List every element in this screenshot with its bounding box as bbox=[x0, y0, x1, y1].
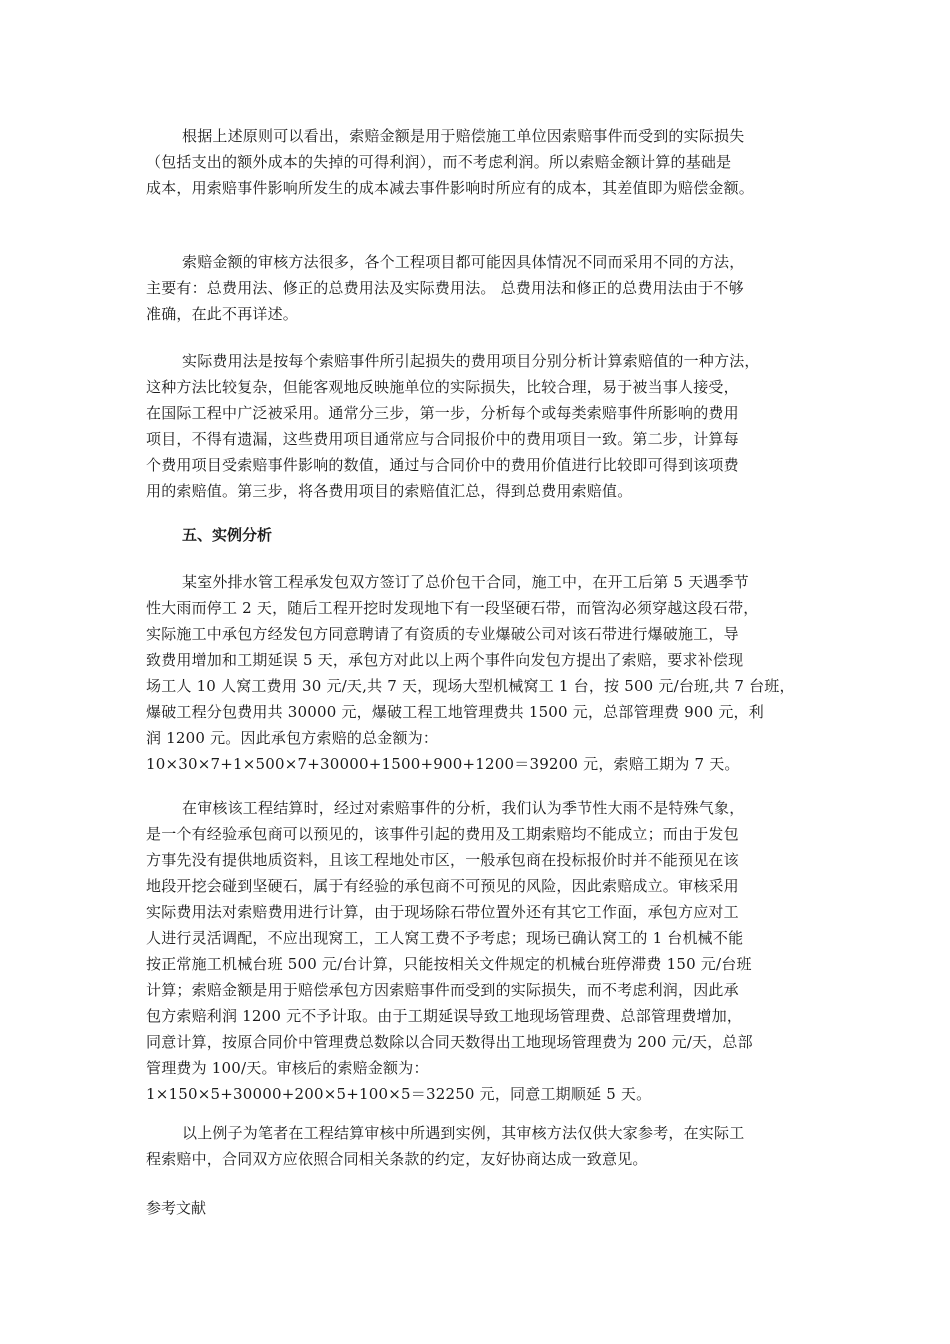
text-line: 某室外排水管工程承发包双方签订了总价包干合同，施工中，在开工后第 5 天遇季节 bbox=[182, 573, 749, 591]
text-line: 润 1200 元。因此承包方索赔的总金额为： bbox=[146, 729, 439, 747]
text-line: 管理费为 100/天。审核后的索赔金额为： bbox=[146, 1059, 429, 1077]
paragraph-case-description bbox=[146, 569, 816, 777]
text-line: 按正常施工机械台班 500 元/台计算，只能按相关文件规定的机械台班停滞费 150 元/台班 bbox=[146, 955, 752, 973]
text-line: 项目，不得有遗漏，这些费用项目通常应与合同报价中的费用项目一致。第二步，计算每 bbox=[146, 430, 739, 448]
text-line: 人进行灵活调配，不应出现窝工，工人窝工费不予考虑；现场已确认窝工的 1 台机械不能 bbox=[146, 929, 744, 947]
text-line: 准确，在此不再详述。 bbox=[146, 305, 299, 323]
text-line: 用的索赔值。第三步，将各费用项目的索赔值汇总，得到总费用索赔值。 bbox=[146, 482, 633, 500]
text-line: 致费用增加和工期延误 5 天，承包方对此以上两个事件向发包方提出了索赔，要求补偿现 bbox=[146, 651, 744, 669]
text-line: 地段开挖会碰到坚硬石，属于有经验的承包商不可预见的风险，因此索赔成立。审核采用 bbox=[146, 877, 739, 895]
text-line: 1×150×5+30000+200×5+100×5＝32250 元，同意工期顺延 5 天。 bbox=[146, 1085, 652, 1103]
text-line: 成本，用索赔事件影响所发生的成本减去事件影响时所应有的成本，其差值即为赔偿金额。 bbox=[146, 179, 755, 197]
text-line: （包括支出的额外成本的失掉的可得利润），而不考虑利润。所以索赔金额计算的基础是 bbox=[146, 153, 732, 171]
text-line: 方事先没有提供地质资料，且该工程地处市区，一般承包商在投标报价时并不能预见在该 bbox=[146, 851, 739, 869]
text-line: 场工人 10 人窝工费用 30 元/天,共 7 天，现场大型机械窝工 1 台，按 500 元/台班,共 7 台班， bbox=[146, 677, 795, 695]
text-line: 实际施工中承包方经发包方同意聘请了有资质的专业爆破公司对该石带进行爆破施工，导 bbox=[146, 625, 739, 643]
text-line: 程索赔中，合同双方应依照合同相关条款的约定，友好协商达成一致意见。 bbox=[146, 1150, 648, 1168]
text-line: 在审核该工程结算时，经过对索赔事件的分析，我们认为季节性大雨不是特殊气象， bbox=[182, 799, 745, 817]
text-line: 性大雨而停工 2 天，随后工程开挖时发现地下有一段坚硬石带，而管沟必须穿越这段石带， bbox=[146, 599, 759, 617]
paragraph-claim-principle bbox=[146, 123, 816, 201]
paragraph-actual-cost-method bbox=[146, 348, 816, 504]
text-line: 同意计算，按原合同价中管理费总数除以合同天数得出工地现场管理费为 200 元/天，总部 bbox=[146, 1033, 753, 1051]
text-line: 包方索赔利润 1200 元不予计取。由于工期延误导致工地现场管理费、总部管理费增加， bbox=[146, 1007, 743, 1025]
text-line: 这种方法比较复杂，但能客观地反映施单位的实际损失，比较合理，易于被当事人接受， bbox=[146, 378, 739, 396]
paragraph-conclusion bbox=[146, 1120, 816, 1172]
text-line: 10×30×7+1×500×7+30000+1500+900+1200＝39200 元，索赔工期为 7 天。 bbox=[146, 755, 740, 773]
text-line: 实际费用法对索赔费用进行计算，由于现场除石带位置外还有其它工作面，承包方应对工 bbox=[146, 903, 739, 921]
text-line: 根据上述原则可以看出，索赔金额是用于赔偿施工单位因索赔事件而受到的实际损失 bbox=[182, 127, 745, 145]
text-line: 计算；索赔金额是用于赔偿承包方因索赔事件而受到的实际损失，而不考虑利润，因此承 bbox=[146, 981, 739, 999]
section-heading: 五、实例分析 bbox=[182, 526, 273, 544]
text-line: 主要有：总费用法、修正的总费用法及实际费用法。 总费用法和修正的总费用法由于不够 bbox=[146, 279, 744, 297]
text-line: 实际费用法是按每个索赔事件所引起损失的费用项目分别分析计算索赔值的一种方法， bbox=[182, 352, 760, 370]
references-heading: 参考文献 bbox=[146, 1199, 207, 1217]
text-line: 在国际工程中广泛被采用。通常分三步，第一步，分析每个或每类索赔事件所影响的费用 bbox=[146, 404, 739, 422]
paragraph-audit-analysis bbox=[146, 795, 816, 1107]
paragraph-audit-methods bbox=[146, 249, 816, 327]
text-line: 爆破工程分包费用共 30000 元，爆破工程工地管理费共 1500 元，总部管理费 900 元，利 bbox=[146, 703, 764, 721]
text-line: 以上例子为笔者在工程结算审核中所遇到实例，其审核方法仅供大家参考，在实际工 bbox=[182, 1124, 745, 1142]
text-line: 索赔金额的审核方法很多，各个工程项目都可能因具体情况不同而采用不同的方法， bbox=[182, 253, 745, 271]
text-line: 个费用项目受索赔事件影响的数值，通过与合同价中的费用价值进行比较即可得到该项费 bbox=[146, 456, 739, 474]
text-line: 是一个有经验承包商可以预见的，该事件引起的费用及工期索赔均不能成立；而由于发包 bbox=[146, 825, 739, 843]
